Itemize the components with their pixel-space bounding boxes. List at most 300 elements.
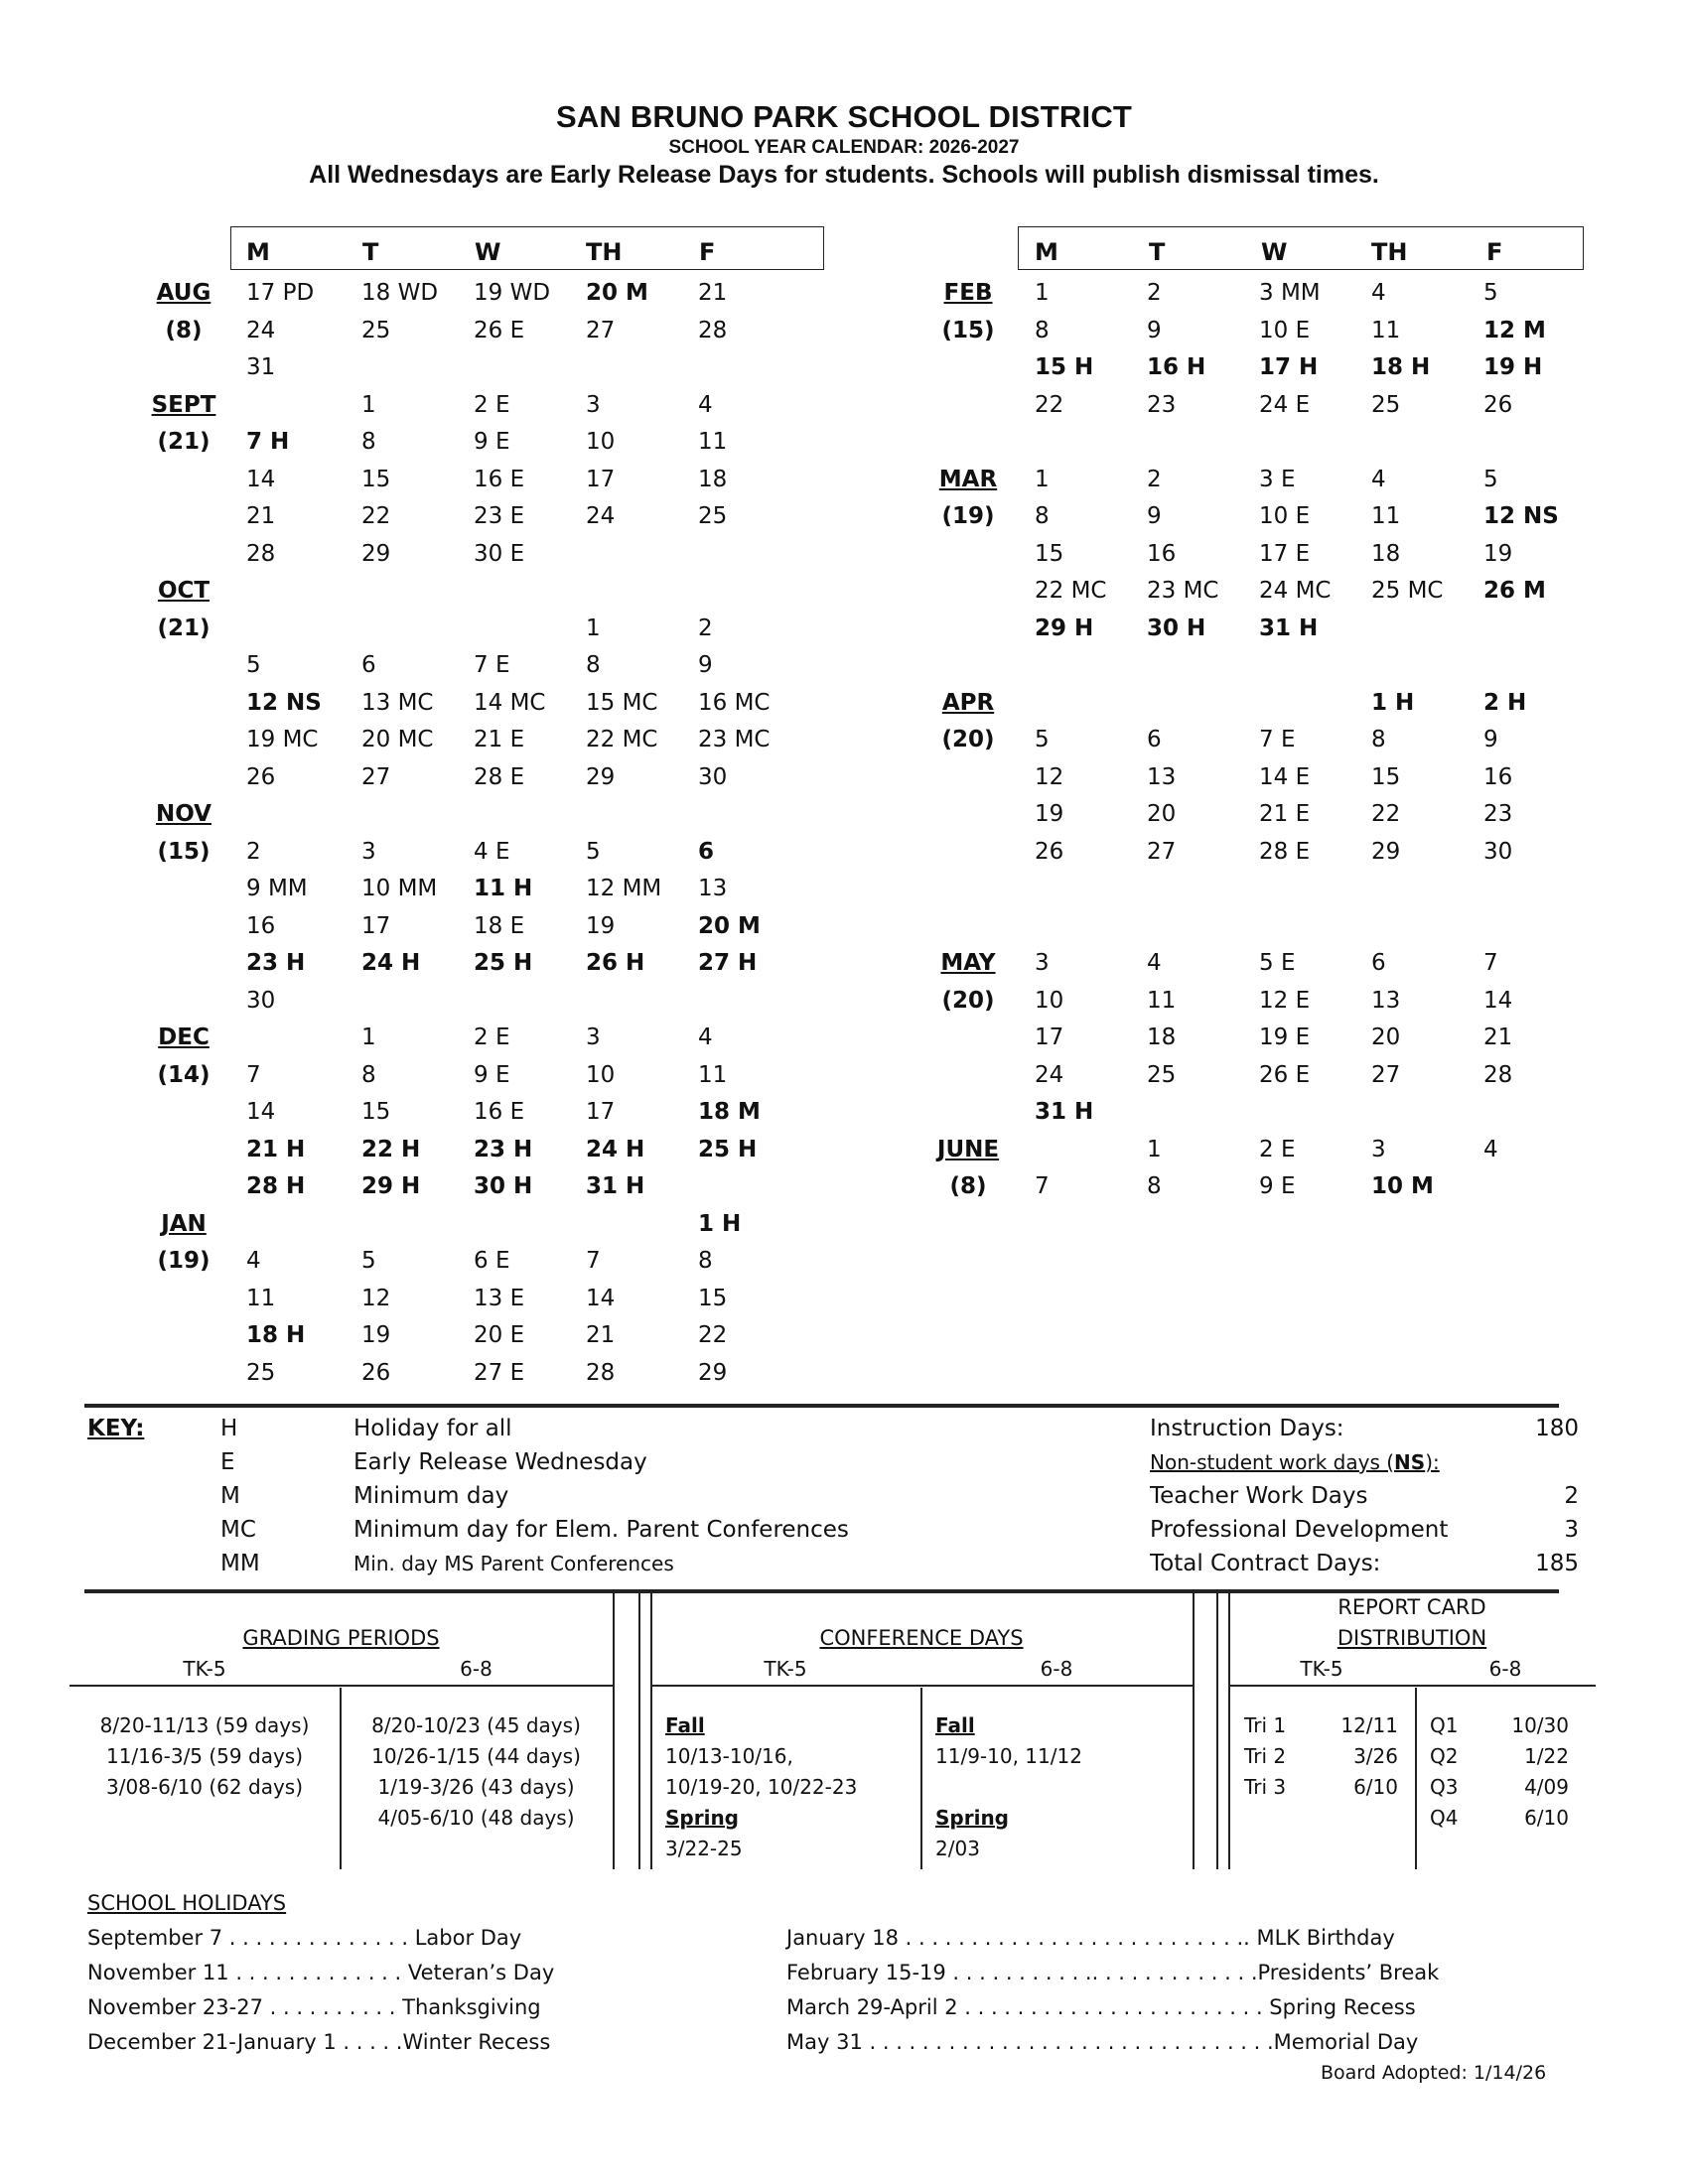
conference-tk5-fall-line-1: 10/13-10/16,	[665, 1744, 793, 1768]
day-cell: 5	[586, 838, 601, 865]
key-code-e: E	[220, 1449, 235, 1475]
conference-68-fall-line: 11/9-10, 11/12	[935, 1744, 1082, 1768]
day-cell: 9 E	[474, 1061, 510, 1088]
day-cell: 16	[1483, 763, 1513, 790]
day-cell: 18	[1371, 540, 1401, 567]
day-cell: 16 E	[474, 466, 525, 492]
weekday-left-t: T	[362, 238, 379, 266]
day-cell: 28 E	[1259, 838, 1311, 865]
day-cell: 26 E	[1259, 1061, 1311, 1088]
day-cell: 6	[1371, 950, 1386, 976]
day-cell: 2 E	[474, 1024, 510, 1050]
day-cell: 28 E	[474, 763, 525, 790]
day-cell: 14 E	[1259, 763, 1311, 790]
day-cell: 18 H	[246, 1322, 306, 1348]
month-count-feb: (15)	[941, 317, 995, 343]
day-cell: 31 H	[586, 1173, 645, 1199]
day-cell: 26 E	[474, 317, 525, 343]
day-cell: 29 H	[1035, 614, 1094, 641]
day-cell: 23 E	[474, 503, 525, 529]
month-label-apr: APR	[941, 689, 995, 716]
day-cell: 10 E	[1259, 503, 1311, 529]
day-cell: 29	[361, 540, 391, 567]
day-cell: 25 MC	[1371, 578, 1444, 604]
day-cell: 7 E	[474, 652, 510, 678]
conference-tk5-fall-line-2: 10/19-20, 10/22-23	[665, 1775, 858, 1799]
instruction-days-label: Instruction Days:	[1150, 1416, 1344, 1441]
conference-tk5-spring-line: 3/22-25	[665, 1837, 743, 1860]
day-cell: 30 E	[474, 540, 525, 567]
holiday-item: December 21-January 1 . . . . .Winter Recess	[87, 2030, 551, 2054]
day-cell: 9	[1147, 503, 1162, 529]
day-cell: 2	[1147, 280, 1162, 306]
day-cell: 20	[1371, 1024, 1401, 1050]
day-cell: 15 MC	[586, 689, 658, 716]
conference-tk5-spring-label: Spring	[665, 1806, 739, 1830]
key-code-mc: MC	[220, 1517, 256, 1543]
day-cell: 25 H	[474, 950, 533, 976]
weekday-right-w: W	[1261, 238, 1288, 266]
day-cell: 20 MC	[361, 727, 434, 752]
day-cell: 10 MM	[361, 876, 438, 901]
weekday-right-f: F	[1486, 238, 1503, 266]
day-cell: 20	[1147, 801, 1177, 827]
day-cell: 6	[361, 652, 376, 678]
holiday-item: January 18 . . . . . . . . . . . . . . . . . . . . . . . . . .. MLK Birthday	[786, 1926, 1395, 1950]
report-68-header: 6-8	[1488, 1657, 1522, 1681]
day-cell: 3	[586, 1024, 601, 1050]
weekday-left-w: W	[475, 238, 501, 266]
non-student-days-label: Non-student work days (NS):	[1150, 1450, 1440, 1474]
day-cell: 19 WD	[474, 280, 551, 306]
month-label-dec: DEC	[158, 1024, 210, 1050]
key-desc-h: Holiday for all	[353, 1416, 512, 1441]
day-cell: 25	[1147, 1061, 1177, 1088]
day-cell: 17	[586, 466, 616, 492]
day-cell: 24 E	[1259, 391, 1311, 418]
day-cell: 31	[246, 354, 276, 380]
key-code-mm: MM	[220, 1551, 260, 1576]
day-cell: 4	[246, 1248, 261, 1274]
day-cell: 21	[698, 280, 728, 306]
day-cell: 22	[698, 1322, 728, 1348]
day-cell: 13 E	[474, 1285, 525, 1311]
conference-col-divider	[920, 1688, 922, 1869]
month-label-may: MAY	[940, 950, 996, 976]
day-cell: 17 H	[1259, 354, 1319, 380]
month-label-june: JUNE	[936, 1136, 1000, 1162]
day-cell: 17	[586, 1099, 616, 1125]
day-cell: 22 MC	[586, 727, 658, 752]
day-cell: 4	[698, 1024, 713, 1050]
grading-periods-title: GRADING PERIODS	[242, 1626, 440, 1650]
day-cell: 24 H	[361, 950, 421, 976]
holiday-item: May 31 . . . . . . . . . . . . . . . . . . . . . . . . . . . . . . .Memorial Day	[786, 2030, 1419, 2054]
conference-header-rule	[650, 1685, 1193, 1687]
conference-68-spring-line: 2/03	[935, 1837, 980, 1860]
day-cell: 24 H	[586, 1136, 645, 1162]
day-cell: 27 H	[698, 950, 758, 976]
day-cell: 20 E	[474, 1322, 525, 1348]
holiday-item: February 15-19 . . . . . . . . . . .. . . . . . . . . . . . .Presidents’ Break	[786, 1961, 1440, 1984]
day-cell: 22 H	[361, 1136, 421, 1162]
day-cell: 28 H	[246, 1173, 306, 1199]
grading-header-rule	[70, 1685, 613, 1687]
day-cell: 16 E	[474, 1099, 525, 1125]
day-cell: 30	[246, 987, 276, 1014]
grading-tk5-period: 11/16-3/5 (59 days)	[105, 1744, 304, 1768]
grading-tk5-period: 8/20-11/13 (59 days)	[99, 1713, 310, 1737]
report-trimester-date: 3/26	[1353, 1744, 1398, 1768]
day-cell: 22 MC	[1035, 578, 1107, 604]
day-cell: 8	[586, 652, 601, 678]
day-cell: 31 H	[1259, 614, 1319, 641]
day-cell: 3	[361, 838, 376, 865]
day-cell: 7	[586, 1248, 601, 1274]
day-cell: 7	[1035, 1173, 1050, 1199]
grading-68-period: 8/20-10/23 (45 days)	[371, 1713, 581, 1737]
day-cell: 2	[1147, 466, 1162, 492]
day-cell: 29	[698, 1359, 728, 1386]
day-cell: 21	[246, 503, 276, 529]
day-cell: 17	[361, 912, 391, 939]
day-cell: 20 M	[698, 912, 761, 939]
weekday-left-th: TH	[586, 238, 623, 266]
month-count-aug: (8)	[165, 317, 203, 343]
day-cell: 12	[1035, 763, 1064, 790]
divider-2	[638, 1593, 640, 1869]
day-cell: 12 MM	[586, 876, 662, 901]
report-tk5-header: TK-5	[1300, 1657, 1343, 1681]
holiday-item: November 23-27 . . . . . . . . . . Thanksgiving	[87, 1995, 541, 2019]
day-cell: 1	[586, 614, 601, 641]
key-desc-mc: Minimum day for Elem. Parent Conferences	[353, 1517, 849, 1543]
day-cell: 18	[1147, 1024, 1177, 1050]
report-card-title: REPORT CARD	[1337, 1595, 1486, 1619]
key-bottom-rule	[84, 1589, 1559, 1593]
day-cell: 27	[1147, 838, 1177, 865]
day-cell: 15	[1035, 540, 1064, 567]
day-cell: 9	[698, 652, 713, 678]
day-cell: 1	[361, 391, 376, 418]
day-cell: 13	[1147, 763, 1177, 790]
month-count-mar: (19)	[941, 503, 995, 529]
early-release-note: All Wednesdays are Early Release Days for students. Schools will publish dismissal times.	[309, 161, 1379, 189]
report-trimester-date: 12/11	[1340, 1713, 1398, 1737]
day-cell: 27	[361, 763, 391, 790]
day-cell: 22	[361, 503, 391, 529]
key-desc-e: Early Release Wednesday	[353, 1449, 647, 1475]
day-cell: 4	[1483, 1136, 1498, 1162]
divider-5	[1216, 1593, 1218, 1869]
day-cell: 27	[586, 317, 616, 343]
day-cell: 4	[698, 391, 713, 418]
day-cell: 30 H	[1147, 614, 1206, 641]
day-cell: 21 H	[246, 1136, 306, 1162]
day-cell: 22	[1035, 391, 1064, 418]
day-cell: 18 WD	[361, 280, 439, 306]
day-cell: 29 H	[361, 1173, 421, 1199]
day-cell: 9 MM	[246, 876, 308, 901]
day-cell: 16 H	[1147, 354, 1206, 380]
conference-68-header: 6-8	[1040, 1657, 1073, 1681]
report-trimester-label: Tri 1	[1244, 1713, 1287, 1737]
month-label-sept: SEPT	[151, 391, 216, 418]
day-cell: 21	[586, 1322, 616, 1348]
day-cell: 9	[1147, 317, 1162, 343]
professional-development-value: 3	[1564, 1517, 1579, 1543]
key-code-h: H	[220, 1416, 238, 1441]
day-cell: 8	[361, 429, 376, 455]
day-cell: 28	[246, 540, 276, 567]
day-cell: 7 H	[246, 429, 290, 455]
month-count-sept: (21)	[157, 429, 211, 455]
day-cell: 11	[1371, 503, 1401, 529]
key-code-m: M	[220, 1483, 240, 1509]
day-cell: 11	[698, 1061, 728, 1088]
day-cell: 8	[1147, 1173, 1162, 1199]
day-cell: 10 M	[1371, 1173, 1434, 1199]
day-cell: 2 E	[474, 391, 510, 418]
day-cell: 3	[1371, 1136, 1386, 1162]
day-cell: 3	[1035, 950, 1050, 976]
day-cell: 18 E	[474, 912, 525, 939]
day-cell: 1	[1147, 1136, 1162, 1162]
report-trimester-date: 6/10	[1353, 1775, 1398, 1799]
grading-68-header: 6-8	[460, 1657, 492, 1681]
conference-days-title: CONFERENCE DAYS	[819, 1626, 1024, 1650]
day-cell: 7	[1483, 950, 1498, 976]
left-weekday-header-box	[230, 226, 824, 270]
day-cell: 15	[1371, 763, 1401, 790]
day-cell: 16	[246, 912, 276, 939]
day-cell: 5	[1035, 727, 1050, 752]
report-quarter-date: 10/30	[1511, 1713, 1569, 1737]
day-cell: 15	[698, 1285, 728, 1311]
teacher-work-days-label: Teacher Work Days	[1150, 1483, 1368, 1509]
day-cell: 21	[1483, 1024, 1513, 1050]
day-cell: 8	[698, 1248, 713, 1274]
day-cell: 14	[246, 466, 276, 492]
day-cell: 10	[586, 1061, 616, 1088]
total-contract-days-label: Total Contract Days:	[1150, 1551, 1381, 1576]
day-cell: 26	[246, 763, 276, 790]
day-cell: 16 MC	[698, 689, 771, 716]
day-cell: 8	[1371, 727, 1386, 752]
key-desc-mm: Min. day MS Parent Conferences	[353, 1552, 674, 1575]
day-cell: 11	[246, 1285, 276, 1311]
day-cell: 7 E	[1259, 727, 1296, 752]
day-cell: 11	[698, 429, 728, 455]
holiday-item: November 11 . . . . . . . . . . . . . Veteran’s Day	[87, 1961, 555, 1984]
month-label-aug: AUG	[156, 280, 211, 306]
report-trimester-label: Tri 2	[1244, 1744, 1287, 1768]
day-cell: 10	[586, 429, 616, 455]
teacher-work-days-value: 2	[1564, 1483, 1579, 1509]
day-cell: 30	[1483, 838, 1513, 865]
professional-development-label: Professional Development	[1150, 1517, 1449, 1543]
divider-4	[1193, 1593, 1195, 1869]
month-count-may: (20)	[941, 987, 995, 1014]
day-cell: 17 E	[1259, 540, 1311, 567]
day-cell: 5	[246, 652, 261, 678]
day-cell: 1	[1035, 280, 1050, 306]
day-cell: 26	[361, 1359, 391, 1386]
month-label-mar: MAR	[938, 466, 998, 492]
month-count-oct: (21)	[157, 614, 211, 641]
day-cell: 7	[246, 1061, 261, 1088]
report-quarter-date: 1/22	[1524, 1744, 1569, 1768]
day-cell: 25	[1371, 391, 1401, 418]
day-cell: 8	[1035, 317, 1050, 343]
month-count-jan: (19)	[157, 1248, 211, 1274]
day-cell: 2 E	[1259, 1136, 1296, 1162]
day-cell: 30	[698, 763, 728, 790]
day-cell: 5	[1483, 466, 1498, 492]
day-cell: 23	[1483, 801, 1513, 827]
report-quarter-label: Q2	[1430, 1744, 1459, 1768]
grading-68-period: 4/05-6/10 (48 days)	[377, 1806, 575, 1830]
day-cell: 1	[1035, 466, 1050, 492]
day-cell: 26 H	[586, 950, 645, 976]
day-cell: 15 H	[1035, 354, 1094, 380]
report-quarter-label: Q4	[1430, 1806, 1459, 1830]
grading-tk5-period: 3/08-6/10 (62 days)	[105, 1775, 304, 1799]
day-cell: 28	[1483, 1061, 1513, 1088]
report-trimester-label: Tri 3	[1244, 1775, 1287, 1799]
day-cell: 11 H	[474, 876, 533, 901]
day-cell: 4	[1371, 280, 1386, 306]
day-cell: 13	[698, 876, 728, 901]
month-count-apr: (20)	[941, 727, 995, 752]
day-cell: 8	[1035, 503, 1050, 529]
day-cell: 23 MC	[1147, 578, 1219, 604]
grading-68-period: 10/26-1/15 (44 days)	[371, 1744, 581, 1768]
weekday-left-f: F	[699, 238, 716, 266]
report-col-divider	[1415, 1688, 1417, 1869]
day-cell: 15	[361, 1099, 391, 1125]
day-cell: 22	[1371, 801, 1401, 827]
day-cell: 21 E	[474, 727, 525, 752]
day-cell: 18 M	[698, 1099, 761, 1125]
day-cell: 13	[1371, 987, 1401, 1014]
day-cell: 19 E	[1259, 1024, 1311, 1050]
day-cell: 13 MC	[361, 689, 434, 716]
holiday-item: March 29-April 2 . . . . . . . . . . . . . . . . . . . . . . . Spring Recess	[786, 1995, 1416, 2019]
month-count-nov: (15)	[157, 838, 211, 865]
day-cell: 5	[361, 1248, 376, 1274]
day-cell: 12	[361, 1285, 391, 1311]
day-cell: 12 NS	[1483, 503, 1559, 529]
day-cell: 23 H	[474, 1136, 533, 1162]
report-card-title-2: DISTRIBUTION	[1336, 1626, 1487, 1650]
day-cell: 21 E	[1259, 801, 1311, 827]
day-cell: 1 H	[1371, 689, 1415, 716]
key-desc-m: Minimum day	[353, 1483, 509, 1509]
day-cell: 6	[698, 838, 715, 865]
weekday-right-m: M	[1035, 238, 1058, 266]
day-cell: 3 E	[1259, 466, 1296, 492]
day-cell: 4	[1371, 466, 1386, 492]
day-cell: 8	[361, 1061, 376, 1088]
district-title: SAN BRUNO PARK SCHOOL DISTRICT	[555, 99, 1133, 134]
day-cell: 3	[586, 391, 601, 418]
day-cell: 9	[1483, 727, 1498, 752]
day-cell: 25 H	[698, 1136, 758, 1162]
day-cell: 14 MC	[474, 689, 546, 716]
conference-tk5-fall-label: Fall	[665, 1713, 705, 1737]
key-label: KEY:	[87, 1416, 145, 1441]
day-cell: 25	[246, 1359, 276, 1386]
month-count-june: (8)	[949, 1173, 987, 1199]
report-header-rule	[1228, 1685, 1596, 1687]
holiday-item: September 7 . . . . . . . . . . . . . . Labor Day	[87, 1926, 522, 1950]
day-cell: 11	[1147, 987, 1177, 1014]
day-cell: 12 E	[1259, 987, 1311, 1014]
day-cell: 19	[1483, 540, 1513, 567]
calendar-subtitle: SCHOOL YEAR CALENDAR: 2026-2027	[668, 137, 1020, 158]
day-cell: 10	[1035, 987, 1064, 1014]
day-cell: 12 NS	[246, 689, 322, 716]
day-cell: 10 E	[1259, 317, 1311, 343]
day-cell: 25	[698, 503, 728, 529]
day-cell: 25	[361, 317, 391, 343]
day-cell: 19 H	[1483, 354, 1543, 380]
day-cell: 14	[1483, 987, 1513, 1014]
day-cell: 24	[586, 503, 616, 529]
grading-tk5-header: TK-5	[183, 1657, 226, 1681]
day-cell: 24 MC	[1259, 578, 1332, 604]
day-cell: 18	[698, 466, 728, 492]
conference-68-fall-label: Fall	[935, 1713, 975, 1737]
day-cell: 24	[1035, 1061, 1064, 1088]
board-adopted-note: Board Adopted: 1/14/26	[1321, 2062, 1547, 2084]
report-quarter-date: 4/09	[1524, 1775, 1569, 1799]
day-cell: 18 H	[1371, 354, 1431, 380]
day-cell: 29	[586, 763, 616, 790]
day-cell: 3 MM	[1259, 280, 1321, 306]
day-cell: 23	[1147, 391, 1177, 418]
day-cell: 26	[1035, 838, 1064, 865]
day-cell: 17 PD	[246, 280, 315, 306]
day-cell: 1	[361, 1024, 376, 1050]
day-cell: 5	[1483, 280, 1498, 306]
month-label-feb: FEB	[943, 280, 993, 306]
day-cell: 23 MC	[698, 727, 771, 752]
day-cell: 1 H	[698, 1210, 742, 1237]
weekday-right-t: T	[1149, 238, 1166, 266]
day-cell: 26	[1483, 391, 1513, 418]
day-cell: 28	[586, 1359, 616, 1386]
day-cell: 19	[1035, 801, 1064, 827]
day-cell: 6 E	[474, 1248, 510, 1274]
day-cell: 19	[361, 1322, 391, 1348]
month-label-nov: NOV	[156, 801, 211, 827]
weekday-left-m: M	[246, 238, 270, 266]
day-cell: 12 M	[1483, 317, 1546, 343]
day-cell: 19 MC	[246, 727, 319, 752]
day-cell: 2 H	[1483, 689, 1527, 716]
month-count-dec: (14)	[157, 1061, 211, 1088]
report-quarter-label: Q3	[1430, 1775, 1459, 1799]
day-cell: 4	[1147, 950, 1162, 976]
total-contract-days-value: 185	[1535, 1551, 1579, 1576]
day-cell: 9 E	[474, 429, 510, 455]
day-cell: 9 E	[1259, 1173, 1296, 1199]
conference-68-spring-label: Spring	[935, 1806, 1009, 1830]
day-cell: 4 E	[474, 838, 510, 865]
school-holidays-title: SCHOOL HOLIDAYS	[87, 1891, 287, 1915]
